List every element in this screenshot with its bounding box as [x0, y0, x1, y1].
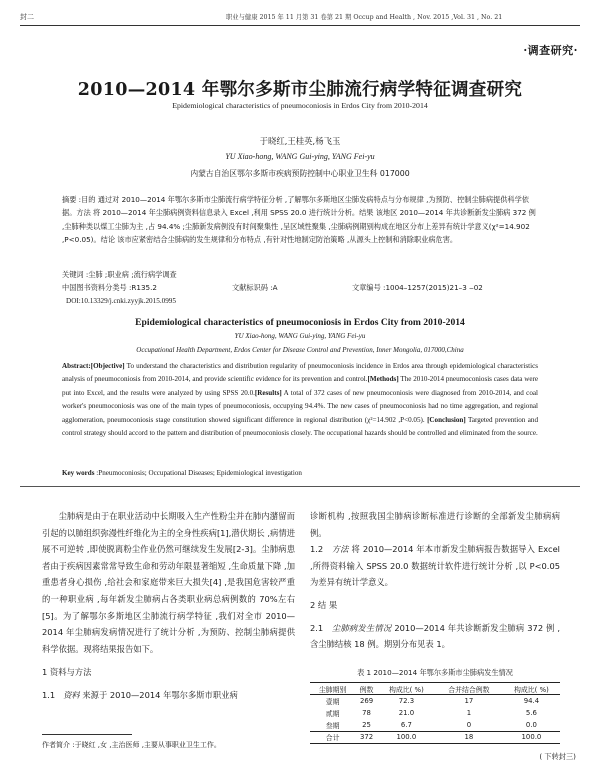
methods-text: The 2010-2014 pneumoconiosis cases data were put into Excel, and the results were analyzed by using SPSS 20.0. [62, 375, 538, 397]
table-row [310, 707, 560, 719]
methods-label: [Methods] [367, 375, 399, 384]
table-cell: 6.7 [400, 720, 412, 729]
methods-body: 将 2010—2014 年本市新发尘肺病报告数据导入 Excel ,所得资料输入 SPSS 20.0 数据统计软件进行统计分析 ,以 P<0.05 为差异有统计学意义。 [310, 544, 560, 588]
table-cell: 269 [359, 697, 374, 706]
table-cell: 21.0 [398, 708, 415, 717]
english-affiliation: Occupational Health Department, Erdos Center for Disease Control and Prevention, Inner Mongolia, 017000,China [136, 346, 464, 354]
materials-text: 来源于 2010—2014 年鄂尔多斯市职业病 [79, 689, 238, 700]
table-cell: 壹期 [325, 698, 340, 707]
table-cell: 100.0 [503, 731, 560, 743]
affiliation-cn: 内蒙古自治区鄂尔多斯市疾病预防控制中心职业卫生科 017000 [190, 169, 410, 178]
objective-text: To understand the characteristics and distribution regularity of pneumoconiosis incidence in Erdos area through epidemiological characteristics analysis of pneumoconiosis from 2010-2014, and provide scientific evidence for its prevention and control. [62, 362, 538, 384]
materials-label: 资料 [63, 689, 80, 700]
table-header-cell: 例数 [355, 683, 378, 695]
results-body: 2010—2014 年共诊断新发尘肺病 372 例 ,含尘肺结核 18 例。期别分布见表 1。 [310, 622, 560, 650]
materials-number: 1.1 [42, 689, 56, 700]
table-header-row [310, 683, 560, 695]
heading-methods: 1 资料与方法 [42, 667, 92, 678]
methods-paragraph [310, 541, 560, 591]
document-code: 文献标识码 :A [232, 283, 278, 292]
journal-header: 职业与健康 2015 年 11 月第 31 卷第 21 期 Occup and Health , Nov. 2015 ,Vol. 31 , No. 21 [226, 14, 503, 21]
results-number: 2.1 [310, 622, 324, 633]
table-cell: 合计 [310, 731, 355, 743]
results-text: A total of 372 cases of new pneumoconiosis were diagnosed from 2010-2014, and coal worker's pneumoconiosis was one of the main types of pneumoconiosis, occupying 94.4%. The new cases of pneumoconiosis had no time aggregation, and regional agglomeration, pneumoconiosis stage constitution showed significant difference in regional distribution (χ²=14.902 ,P<0.05). [62, 388, 538, 424]
table-cell: 18 [435, 731, 503, 743]
conclusion-text: Targeted prevention and control strategy should accord to the pattern and distribution of pneumoconiosis closely. The occupational hazards should be controlled and eliminated from the source. [62, 415, 538, 438]
table-cell: 0 [466, 720, 472, 729]
table-cell: 0.0 [525, 720, 537, 729]
table-cell: 78 [362, 708, 371, 717]
intro-paragraph: 尘肺病是由于在职业活动中长期吸入生产性粉尘并在肺内潴留而引起的以肺组织弥漫性纤维化为主的全身性疾病[1],潜伏期长 ,病情进展不可逆转 ,即使脱离粉尘作业仍然可继续发生发展[2‑3]。尘肺病患者由于疾病因素常常导致生命和劳动年限显著缩短 ,生命质量下降 ,加重患者身心损伤 ,给社会和家庭带来巨大损失[4] ,是我国危害较严重的一种职业病 ,每年新发尘肺病占各类职业病总病例数的 70%左右[5]。为了解鄂尔多斯地区尘肺流行病学特征 ,我们对全市 2010—2014 年尘肺病发病情况进行了统计分析 ,为预防、控制尘肺病提供科学依据。现将结果报告如下。 [42, 511, 295, 654]
conclusion-label: [Conclusion] [427, 415, 466, 424]
abstract-cn: 摘要 :目的 通过对 2010—2014 年鄂尔多斯市尘肺流行病学特征分析 ,了解鄂尔多斯地区尘肺发病特点与分布规律 ,为预防、控制尘肺病提供科学依据。方法 将 2010—2014 年尘肺病例资料信息录入 Excel ,利用 SPSS 20.0 进行统计分析。结果 该地区 2010—2014 年共诊断新发尘肺病 372 例 ,尘肺种类以煤工尘肺为主 ,占 94.4% ;尘肺新发病例没有时间聚集性 ,呈区域性聚集 ,尘肺病例期别构成在地区分布上差异有统计学意义(χ²=14.902 ,P<0.05)。结论 该市应紧密结合尘肺病的发生规律和分布特点 ,有针对性地制定防治策略 ,从源头上控制和消除职业病危害。 [62, 195, 536, 245]
english-title: Epidemiological characteristics of pneumoconiosis in Erdos City from 2010-2014 [135, 317, 465, 328]
table-row [310, 719, 560, 731]
keywords-en-label: Key words [62, 469, 95, 477]
section-divider [20, 486, 580, 487]
page-marker: 封二 [20, 13, 34, 21]
table-cell: 贰期 [325, 709, 340, 718]
doi: DOI:10.13329/j.cnki.zyyjk.2015.0995 [66, 297, 176, 305]
objective-label: [Objective] [90, 362, 125, 370]
table-cell: 5.6 [525, 708, 537, 717]
section-label: ·调查研究· [523, 44, 578, 57]
table-caption: 表 1 2010—2014 年鄂尔多斯市尘肺病发生情况 [357, 668, 513, 677]
table-header-cell: 尘肺期别 [310, 683, 355, 695]
english-authors: YU Xiao-hong, WANG Gui-ying, YANG Fei-yu [234, 332, 366, 340]
keywords-en [62, 469, 538, 477]
footnote-rule [42, 734, 132, 735]
article-number: 文章编号 :1004–1257(2015)21–3 ‒02 [352, 283, 483, 292]
table-cell: 25 [362, 720, 371, 729]
methods-number: 1.2 [310, 544, 324, 555]
heading-results: 2 结 果 [310, 599, 338, 610]
body-left-column [42, 508, 295, 704]
keywords-cn: 关键词 :尘肺 ;职业病 ;流行病学调查 [62, 270, 177, 279]
table-header-cell: 构成比( %) [503, 683, 560, 695]
incidence-table [310, 682, 560, 744]
article-title-en: Epidemiological characteristics of pneumoconiosis in Erdos City from 2010-2014 [172, 101, 428, 110]
table-header-cell: 构成比( %) [378, 683, 435, 695]
materials-continued: 诊断机构 ,按照我国尘肺病诊断标准进行诊断的全部新发尘肺病病例。 [310, 511, 560, 538]
results-label: [Results] [254, 388, 282, 397]
table-cell: 372 [355, 731, 378, 743]
authors-cn: 于晓红,王桂英,杨飞玉 [259, 136, 341, 146]
body-right-column [310, 508, 560, 653]
table-cell: 94.4 [523, 697, 540, 706]
table-cell: 17 [464, 697, 474, 706]
authors-en: YU Xiao-hong, WANG Gui-ying, YANG Fei-yu [225, 152, 375, 161]
abstract-en [62, 360, 538, 440]
table-row [310, 695, 560, 707]
article-title-cn: 2010—2014 年鄂尔多斯市尘肺流行病学特征调查研究 [77, 80, 523, 100]
keywords-en-text: :Pneumoconiosis; Occupational Diseases; Epidemiological investigation [94, 469, 302, 477]
table-cell: 100.0 [378, 731, 435, 743]
results-paragraph [310, 620, 560, 653]
table-header-cell: 合并结合例数 [435, 683, 503, 695]
clc-number: 中国图书资料分类号 :R135.2 [62, 283, 157, 292]
table-cell: 叁期 [325, 721, 340, 730]
table-cell: 72.3 [398, 697, 415, 706]
abstract-label: Abstract: [62, 362, 91, 370]
author-footnote: 作者简介 :于晓红 ,女 ,主治医师 ,主要从事职业卫生工作。 [42, 741, 221, 749]
table-total-row [310, 731, 560, 743]
materials-paragraph [42, 687, 295, 704]
header-rule [20, 25, 580, 26]
continued-note: ( 下转封三) [539, 752, 576, 761]
table-cell: 1 [466, 708, 472, 717]
methods-heading: 方法 [331, 544, 349, 555]
results-heading: 尘肺病发生情况 [331, 622, 392, 633]
